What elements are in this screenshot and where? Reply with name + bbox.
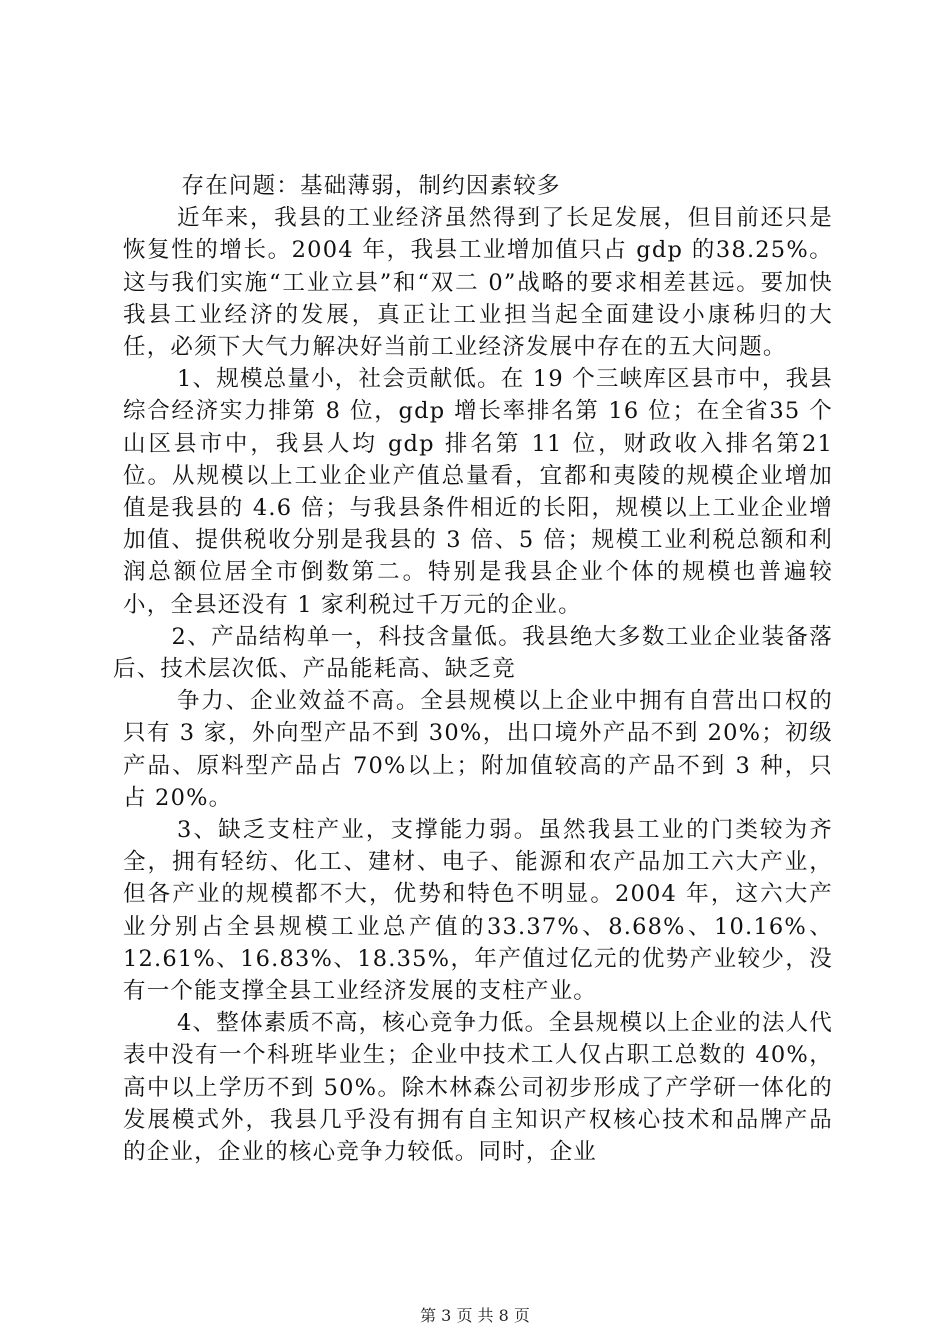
body-text xyxy=(113,170,833,1168)
paragraph-intro: 近年来，我县的工业经济虽然得到了长足发展，但目前还只是恢复性的增长。2004 年，我县工业增加值只占 gdp 的38.25%。这与我们实施“工业立县”和“双二 0”战略的要求相差甚远。要加快我县工业经济的发展，真正让工业担当起全面建设小康秭归的大任，必须下大气力解决好当前工业经济发展中存在的五大问题。 xyxy=(123,205,833,361)
paragraph-point-4: 4、整体素质不高，核心竞争力低。全县规模以上企业的法人代表中没有一个科班毕业生；企业中技术工人仅占职工总数的 40%，高中以上学历不到 50%。除木林森公司初步形成了产学研一体化的发展模式外，我县几乎没有拥有自主知识产权核心技术和品牌产品的企业，企业的核心竞争力较低。同时，企业 xyxy=(123,1010,833,1166)
paragraph-point-3: 3、缺乏支柱产业，支撑能力弱。虽然我县工业的门类较为齐全，拥有轻纺、化工、建材、电子、能源和农产品加工六大产业，但各产业的规模都不大，优势和特色不明显。2004 年，这六大产业分别占全县规模工业总产值的33.37%、8.68%、10.16%、12.61%、16.83%、18.35%，年产值过亿元的优势产业较少，没有一个能支撑全县工业经济发展的支柱产业。 xyxy=(123,817,833,1005)
paragraph-point-1: 1、规模总量小，社会贡献低。在 19 个三峡库区县市中，我县综合经济实力排第 8 位，gdp 增长率排名第 16 位；在全省35 个山区县市中，我县人均 gdp 排名第 11 位，财政收入排名第21 位。从规模以上工业企业产值总量看，宜都和夷陵的规模企业增加值是我县的 4.6 倍；与我县条件相近的长阳，规模以上工业企业增加值、提供税收分别是我县的 3 倍、5 倍；规模工业利税总额和利润总额位居全市倒数第二。特别是我县企业个体的规模也普遍较小，全县还没有 1 家利税过千万元的企业。 xyxy=(123,366,833,618)
page-footer: 第 3 页 共 8 页 xyxy=(420,1306,530,1325)
section-heading: 存在问题：基础薄弱，制约因素较多 xyxy=(181,173,561,199)
paragraph-point-2b: 争力、企业效益不高。全县规模以上企业中拥有自营出口权的只有 3 家，外向型产品不到 30%，出口境外产品不到 20%；初级产品、原料型产品占 70%以上；附加值较高的产品不到 3 种，只占 20%。 xyxy=(123,688,833,811)
paragraph-point-2a: 2、产品结构单一，科技含量低。我县绝大多数工业企业装备落后、技术层次低、产品能耗高、缺乏竞 xyxy=(113,623,833,683)
